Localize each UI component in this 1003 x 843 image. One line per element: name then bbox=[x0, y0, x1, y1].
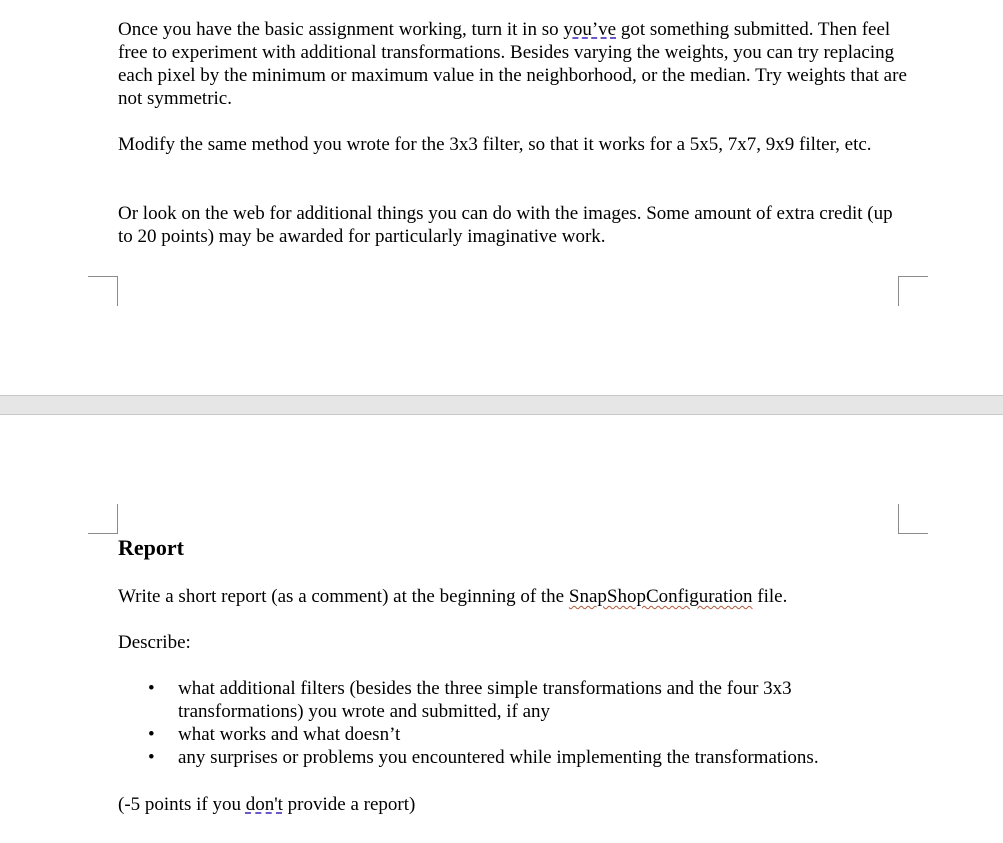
page-break-gap bbox=[0, 395, 1003, 415]
margin-corner-top-left bbox=[88, 504, 118, 534]
paragraph-report-intro bbox=[118, 585, 908, 608]
margin-corner-bottom-right bbox=[898, 276, 928, 306]
grammar-flagged-word[interactable]: don't bbox=[245, 794, 283, 815]
paragraph-text: file. bbox=[752, 586, 788, 607]
document-page-2 bbox=[0, 415, 1003, 843]
list-item-text: any surprises or problems you encountered while implementing the transformations. bbox=[178, 747, 819, 768]
paragraph-modify-method: Modify the same method you wrote for the 3x3 filter, so that it works for a 5x5, 7x7, 9x9 filter, etc. bbox=[118, 134, 872, 155]
margin-corner-top-right bbox=[898, 504, 928, 534]
paragraph-penalty bbox=[118, 793, 908, 816]
list-item bbox=[118, 677, 908, 723]
bullet-icon: • bbox=[148, 724, 155, 745]
paragraph-text: Once you have the basic assignment working, turn it in so bbox=[118, 19, 564, 40]
spelling-flagged-word[interactable]: SnapShopConfiguration bbox=[568, 586, 753, 607]
paragraph-text: got something submitted. Then feel free to experiment with additional transformations. Besides varying the weights, you can try replacing each pixel by the minimum or maximum value in the neighborhood, or the median. Try weights that are not symmetric. bbox=[118, 19, 907, 109]
section-heading-report: Report bbox=[118, 535, 184, 560]
bullet-list bbox=[118, 677, 908, 769]
margin-corner-bottom-left bbox=[88, 276, 118, 306]
paragraph-text: provide a report) bbox=[282, 794, 416, 815]
paragraph-extra-credit: Or look on the web for additional things you can do with the images. Some amount of extra credit (up to 20 points) may be awarded for particularly imaginative work. bbox=[118, 203, 893, 247]
list-item-text: what additional filters (besides the three simple transformations and the four 3x3 transformations) you wrote and submitted, if any bbox=[178, 678, 792, 722]
bullet-icon: • bbox=[148, 678, 155, 699]
grammar-flagged-word[interactable]: you’ve bbox=[563, 19, 617, 40]
paragraph-text: Write a short report (as a comment) at the beginning of the bbox=[118, 586, 569, 607]
list-item bbox=[118, 746, 908, 769]
list-item-text: what works and what doesn’t bbox=[178, 724, 401, 745]
paragraph-text: (-5 points if you bbox=[118, 794, 246, 815]
paragraph-describe: Describe: bbox=[118, 632, 191, 653]
bullet-icon: • bbox=[148, 747, 155, 768]
list-item bbox=[118, 723, 908, 746]
paragraph-submit-early bbox=[118, 18, 908, 110]
